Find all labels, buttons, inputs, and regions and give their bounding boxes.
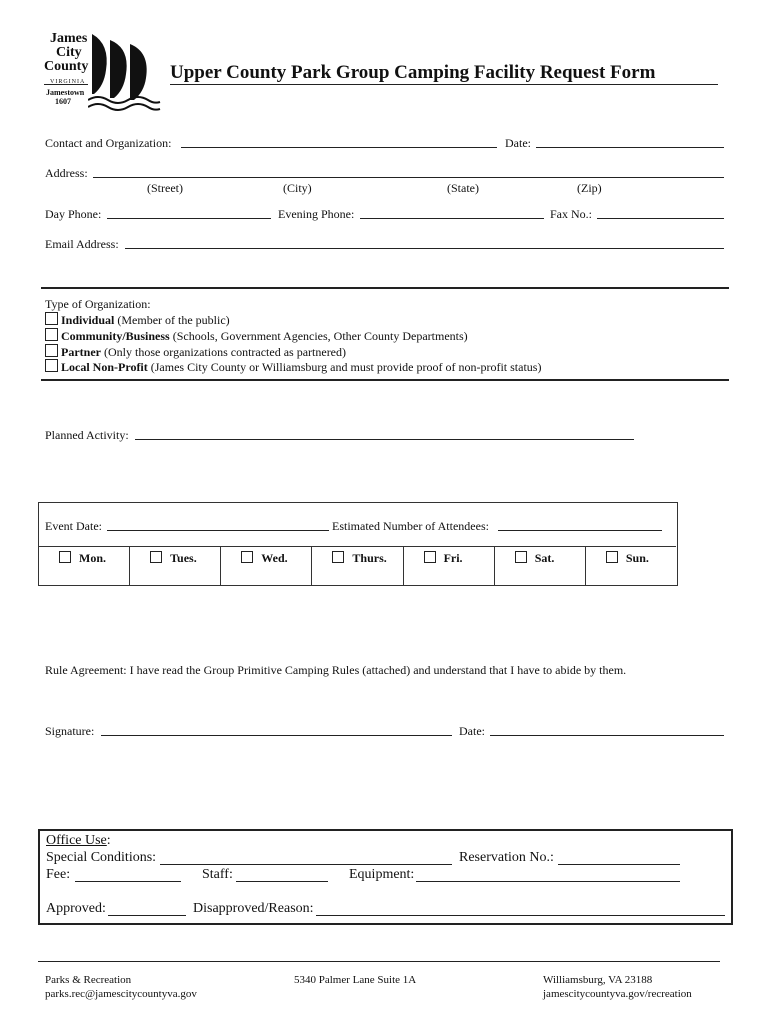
individual-checkbox[interactable] [45, 312, 58, 325]
special-conditions-field[interactable] [160, 864, 452, 865]
address-label: Address: [45, 166, 88, 180]
org-option-individual[interactable]: Individual (Member of the public) [45, 312, 230, 327]
day-sat[interactable]: Sat. [495, 547, 586, 585]
footer-dept: Parks & Recreation [45, 974, 132, 986]
equipment-label: Equipment: [349, 867, 415, 882]
rule-agreement: Rule Agreement: I have read the Group Primitive Camping Rules (attached) and understand that I have to abide by them. [45, 663, 627, 677]
divider-bottom [41, 379, 729, 381]
tues-checkbox[interactable] [150, 551, 162, 563]
wed-checkbox[interactable] [241, 551, 253, 563]
logo-state: VIRGINIA [50, 79, 86, 85]
footer-web[interactable]: jamescitycountyva.gov/recreation [543, 988, 692, 1000]
disapproved-field[interactable] [316, 915, 725, 916]
day-sun[interactable]: Sun. [586, 547, 676, 585]
planned-activity-field[interactable] [135, 439, 634, 440]
signature-date-field[interactable] [490, 735, 724, 736]
fee-field[interactable] [75, 881, 181, 882]
day-wed[interactable]: Wed. [221, 547, 312, 585]
ships-sails-icon [88, 30, 162, 114]
approved-label: Approved: [46, 901, 106, 916]
address-field[interactable] [93, 177, 724, 178]
nonprofit-checkbox[interactable] [45, 359, 58, 372]
email-field[interactable] [125, 248, 724, 249]
fri-checkbox[interactable] [424, 551, 436, 563]
footer-rule [38, 961, 720, 962]
planned-activity-label: Planned Activity: [45, 428, 129, 442]
staff-field[interactable] [236, 881, 328, 882]
org-type-heading: Type of Organization: [45, 297, 151, 311]
fax-label: Fax No.: [550, 207, 592, 221]
contact-org-field[interactable] [181, 147, 497, 148]
days-row [39, 546, 676, 585]
sun-checkbox[interactable] [606, 551, 618, 563]
day-phone-field[interactable] [107, 218, 271, 219]
approved-field[interactable] [108, 915, 186, 916]
disapproved-label: Disapproved/Reason: [193, 901, 314, 916]
contact-org-label: Contact and Organization: [45, 136, 172, 150]
fee-label: Fee: [46, 867, 71, 882]
day-fri[interactable]: Fri. [404, 547, 495, 585]
date-label: Date: [505, 136, 531, 150]
logo-jamestown: Jamestown [46, 88, 85, 97]
signature-date-label: Date: [459, 724, 485, 738]
footer-street: 5340 Palmer Lane Suite 1A [294, 974, 417, 986]
footer-email[interactable]: parks.rec@jamescitycountyva.gov [45, 988, 197, 1000]
day-tues[interactable]: Tues. [130, 547, 221, 585]
special-conditions-label: Special Conditions: [46, 850, 157, 865]
day-mon[interactable]: Mon. [39, 547, 130, 585]
logo-james: James [50, 31, 88, 46]
attendees-field[interactable] [498, 530, 662, 531]
office-use-heading: Office Use: [46, 833, 111, 848]
county-logo [40, 28, 160, 118]
community-checkbox[interactable] [45, 328, 58, 341]
reservation-label: Reservation No.: [459, 850, 554, 865]
title-underline [170, 84, 718, 85]
equipment-field[interactable] [416, 881, 680, 882]
address-state-hint: (State) [447, 181, 479, 195]
event-date-label: Event Date: [45, 519, 102, 533]
signature-label: Signature: [45, 724, 95, 738]
sat-checkbox[interactable] [515, 551, 527, 563]
signature-field[interactable] [101, 735, 452, 736]
address-city-hint: (City) [283, 181, 312, 195]
reservation-field[interactable] [558, 864, 680, 865]
day-thurs[interactable]: Thurs. [312, 547, 403, 585]
address-street-hint: (Street) [147, 181, 183, 195]
partner-checkbox[interactable] [45, 344, 58, 357]
logo-year: 1607 [55, 97, 71, 106]
footer-city: Williamsburg, VA 23188 [543, 974, 653, 986]
divider-top [41, 287, 729, 289]
office-use-box [38, 829, 733, 925]
mon-checkbox[interactable] [59, 551, 71, 563]
staff-label: Staff: [202, 867, 233, 882]
address-zip-hint: (Zip) [577, 181, 602, 195]
org-option-nonprofit[interactable]: Local Non-Profit (James City County or Williamsburg and must provide proof of non-profit status) [45, 359, 541, 374]
date-field[interactable] [536, 147, 724, 148]
org-option-community[interactable]: Community/Business (Schools, Government Agencies, Other County Departments) [45, 328, 468, 343]
evening-phone-label: Evening Phone: [278, 207, 355, 221]
evening-phone-field[interactable] [360, 218, 544, 219]
form-title: Upper County Park Group Camping Facility Request Form [170, 62, 656, 83]
day-phone-label: Day Phone: [45, 207, 102, 221]
event-date-field[interactable] [107, 530, 329, 531]
attendees-label: Estimated Number of Attendees: [332, 519, 489, 533]
logo-city: City [56, 45, 82, 60]
thurs-checkbox[interactable] [332, 551, 344, 563]
email-label: Email Address: [45, 237, 119, 251]
fax-field[interactable] [597, 218, 724, 219]
org-option-partner[interactable]: Partner (Only those organizations contracted as partnered) [45, 344, 346, 359]
logo-county: County [44, 59, 89, 74]
